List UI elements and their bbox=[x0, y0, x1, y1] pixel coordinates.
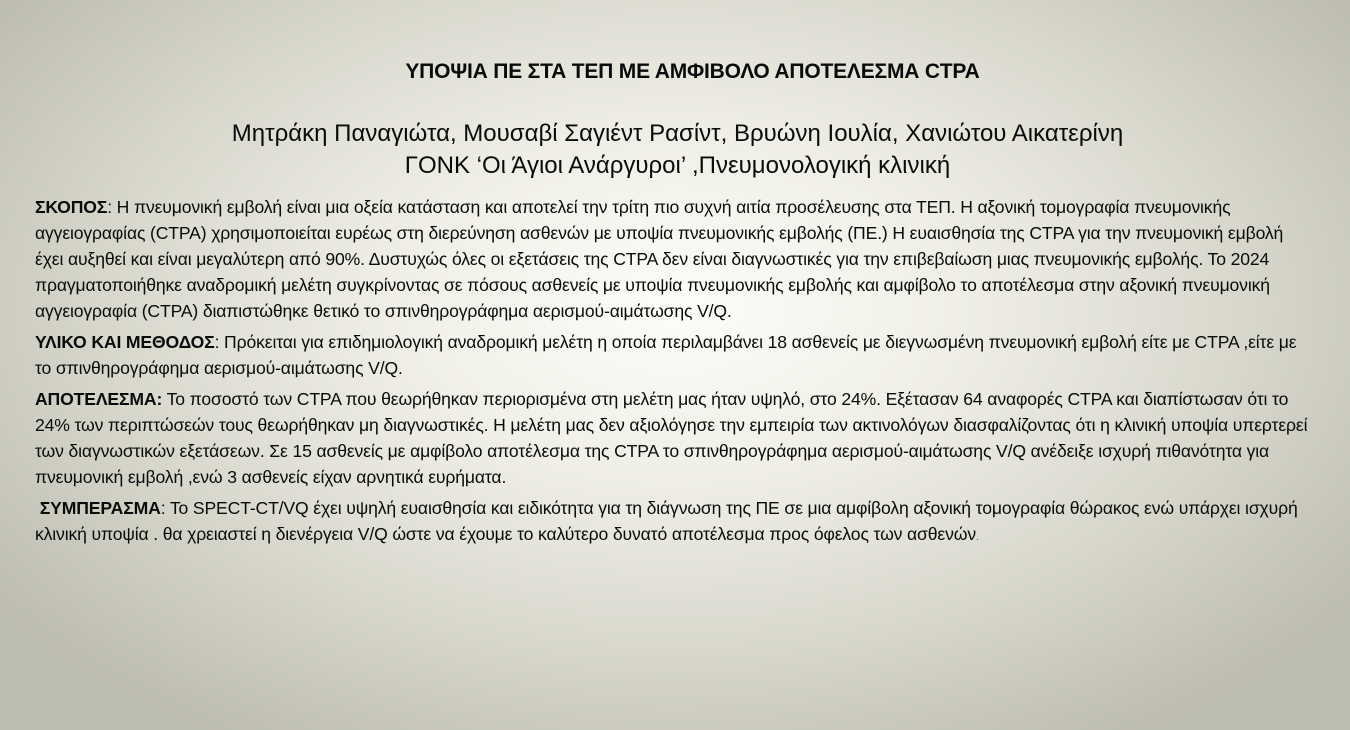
section-methods-text: : Πρόκειται για επιδημιολογική αναδρομική μελέτη η οποία περιλαμβάνει 18 ασθενείς με διεγνωσμένη πνευμονική εμβολή είτε με CTPA ,είτε με το σπινθηρογράφημα αερισμού-αιμάτωσης V/Q. bbox=[35, 332, 1297, 378]
section-results bbox=[35, 386, 1310, 490]
section-conclusion-label: ΣΥΜΠΕΡΑΣΜΑ bbox=[35, 498, 161, 518]
section-methods-label: ΥΛΙΚΟ ΚΑΙ ΜΕΘΟΔΟΣ bbox=[35, 332, 215, 352]
section-methods bbox=[35, 329, 1310, 381]
author-block bbox=[0, 118, 1350, 182]
section-conclusion-trail: . bbox=[975, 532, 979, 543]
author-names: Μητράκη Παναγιώτα, Μουσαβί Σαγιέντ Ρασίντ, Βρυώνη Ιουλία, Χανιώτου Αικατερίνη bbox=[231, 120, 1124, 147]
section-aim-text: : Η πνευμονική εμβολή είναι μια οξεία κατάσταση και αποτελεί την τρίτη πιο συχνή αιτία προσέλευσης στα ΤΕΠ. Η αξονική τομογραφία πνευμονικής αγγειογραφίας (CTPA) χρησιμοποιείται ευρέως στη διερεύνηση ασθενών με υποψία πνευμονικής εμβολής (ΠΕ.) Η ευαισθησία της CTPA για την πνευμονική εμβολή έχει αυξηθεί και είναι μεγαλύτερη από 90%. Δυστυχώς όλες οι εξετάσεις της CTPA δεν είναι διαγνωστικές για την επιβεβαίωση μιας πνευμονικής εμβολής. Το 2024 πραγματοποιήθηκε αναδρομική μελέτη συγκρίνοντας σε πόσους ασθενείς με υποψία πνευμονικής εμβολής και αμφίβολο το αποτέλεσμα στην αξονική πνευμονική αγγειογραφία (CTPA) διαπιστώθηκε θετικό το σπινθηρογράφημα αερισμού-αιμάτωσης V/Q. bbox=[35, 197, 1284, 321]
section-results-text: Το ποσοστό των CTPA που θεωρήθηκαν περιορισμένα στη μελέτη μας ήταν υψηλό, στο 24%. Εξέτασαν 64 αναφορές CTPA και διαπίστωσαν ότι το 24% των περιπτώσεών τους θεωρήθηκαν μη διαγνωστικές. Η μελέτη μας δεν αξιολόγησε την εμπειρία των ακτινολόγων διασφαλίζοντας ότι η κλινική υποψία υπερτερεί των διαγνωστικών εξετάσεων. Σε 15 ασθενείς με αμφίβολο αποτέλεσμα της CTPA το σπινθηρογράφημα αερισμού-αιμάτωσης V/Q ανέδειξε ισχυρή πιθανότητα για πνευμονική εμβολή ,ενώ 3 ασθενείς είχαν αρνητικά ευρήματα. bbox=[35, 389, 1308, 487]
author-affiliation: ΓΟΝΚ ‘Οι Άγιοι Ανάργυροι’ ,Πνευμονολογική κλινική bbox=[404, 152, 951, 179]
section-aim-label: ΣΚΟΠΟΣ bbox=[35, 197, 108, 217]
section-aim bbox=[35, 194, 1310, 324]
section-results-label: ΑΠΟΤΕΛΕΣΜΑ: bbox=[35, 389, 163, 409]
section-conclusion bbox=[35, 495, 1310, 551]
abstract-body bbox=[35, 194, 1310, 556]
section-conclusion-text: : Το SPECT-CT/VQ έχει υψηλή ευαισθησία και ειδικότητα για τη διάγνωση της ΠΕ σε μια αμφίβολη αξονική τομογραφία θώρακος ενώ υπάρχει ισχυρή κλινική υποψία . θα χρειαστεί η διενέργεια V/Q ώστε να έχουμε το καλύτερο δυνατό αποτέλεσμα προς όφελος των ασθενών bbox=[35, 498, 1298, 544]
poster-title: ΥΠΟΨΙΑ ΠΕ ΣΤΑ ΤΕΠ ΜΕ ΑΜΦΙΒΟΛΟ ΑΠΟΤΕΛΕΣΜΑ CTPA bbox=[405, 60, 980, 83]
